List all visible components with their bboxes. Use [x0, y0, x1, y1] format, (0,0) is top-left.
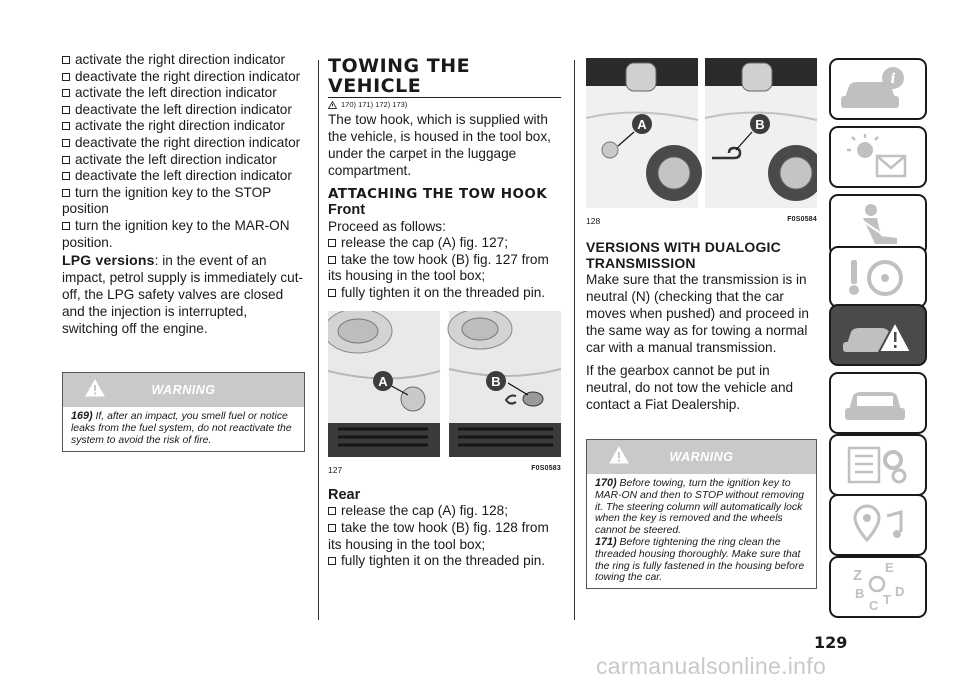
- side-tab-technical[interactable]: [829, 434, 927, 496]
- svg-text:D: D: [895, 584, 905, 599]
- step-item: deactivate the right direction indicator: [62, 69, 305, 86]
- figure-code: F0S0584: [787, 216, 817, 223]
- front-heading: Front: [328, 202, 366, 218]
- page-number: 129: [814, 633, 848, 652]
- checkbox-bullet-icon: [62, 56, 70, 64]
- svg-text:C: C: [869, 598, 879, 613]
- svg-text:E: E: [885, 560, 894, 575]
- checkbox-bullet-icon: [62, 122, 70, 130]
- dualogic-heading: VERSIONS WITH DUALOGIC TRANSMISSION: [586, 239, 781, 271]
- step-item: take the tow hook (B) fig. 128 from its housing in the tool box;: [328, 519, 549, 552]
- step-item: deactivate the right direction indicator: [62, 135, 305, 152]
- label-a: A: [637, 117, 647, 132]
- figure-127: [328, 311, 561, 475]
- column-divider: [318, 60, 319, 620]
- checkbox-bullet-icon: [62, 222, 70, 230]
- checkbox-bullet-icon: [328, 256, 336, 264]
- checkbox-bullet-icon: [62, 139, 70, 147]
- footer-watermark: carmanualsonline.info: [596, 653, 827, 679]
- checkbox-bullet-icon: [328, 289, 336, 297]
- warning-references: 170) 171) 172) 173): [328, 100, 561, 109]
- step-item: release the cap (A) fig. 128;: [328, 503, 561, 520]
- rear-step-list: [328, 503, 561, 569]
- warning-item: 169) If, after an impact, you smell fuel or notice leaks from the fuel system, do not reactivate the system to avoid the risk of fire.: [71, 410, 292, 446]
- side-tab-multimedia[interactable]: [829, 494, 927, 556]
- warning-triangle-small-icon: [328, 101, 337, 109]
- step-item: activate the right direction indicator: [62, 118, 305, 135]
- step-list-top: [62, 52, 305, 251]
- checkbox-bullet-icon: [62, 106, 70, 114]
- warning-title: WARNING: [669, 450, 734, 464]
- front-step-list: [328, 235, 561, 301]
- svg-text:i: i: [890, 71, 896, 87]
- steering-wheel-key-icon: [831, 248, 925, 306]
- warning-item: 171) Before tightening the ring clean the threaded housing thoroughly. Make sure that the ring is fully fastened in the housing before towing the car.: [595, 535, 805, 584]
- side-tab-car-info[interactable]: [829, 58, 927, 120]
- car-breakdown-warning-icon: [831, 306, 925, 364]
- alphabet-index-icon: [831, 558, 925, 616]
- lpg-label: LPG versions: [62, 252, 155, 269]
- section-title: TOWING THE VEHICLE: [328, 56, 561, 98]
- side-tab-lights-mail[interactable]: [829, 126, 927, 188]
- warning-header: [587, 440, 816, 474]
- column-right: [586, 58, 817, 589]
- figure-caption: [586, 213, 817, 226]
- dualogic-paragraph-2: If the gearbox cannot be put in neutral, do not tow the vehicle and contact a Fiat Dealership.: [586, 363, 794, 412]
- checkbox-bullet-icon: [328, 239, 336, 247]
- warning-title: WARNING: [151, 383, 216, 398]
- warning-box: [62, 372, 305, 451]
- step-item: activate the left direction indicator: [62, 85, 305, 102]
- warning-header: [63, 373, 304, 407]
- attach-heading: ATTACHING THE TOW HOOK: [328, 186, 548, 202]
- checkbox-bullet-icon: [328, 507, 336, 515]
- dualogic-paragraph-1: Make sure that the transmission is in neutral (N) (checking that the car moves when pushed) and proceed in the same way as for towing a normal car with a manual transmission.: [586, 272, 809, 355]
- side-tab-index[interactable]: [829, 556, 927, 618]
- side-tab-starting[interactable]: [829, 246, 927, 308]
- step-item: turn the ignition key to the STOP position: [62, 184, 271, 217]
- step-item: turn the ignition key to the MAR-ON position.: [62, 217, 290, 250]
- warning-item: 170) Before towing, turn the ignition key to MAR-ON and then to STOP without removing it. The steering column will automatically lock when the key is removed and the wheels cannot be steered.: [595, 477, 805, 537]
- label-b: B: [755, 117, 765, 132]
- warning-body: [587, 474, 816, 588]
- side-tab-emergency[interactable]: [829, 304, 927, 366]
- checkbox-bullet-icon: [62, 73, 70, 81]
- checkbox-bullet-icon: [62, 172, 70, 180]
- navigation-music-icon: [831, 496, 925, 554]
- label-a: A: [378, 374, 388, 390]
- step-item: release the cap (A) fig. 127;: [328, 235, 561, 252]
- column-divider: [574, 60, 575, 620]
- proceed-text: Proceed as follows:: [328, 219, 446, 234]
- column-left: [62, 52, 305, 452]
- car-info-icon: [831, 60, 925, 118]
- side-tab-maintenance[interactable]: [829, 372, 927, 434]
- checkbox-bullet-icon: [328, 557, 336, 565]
- step-item: fully tighten it on the threaded pin.: [328, 285, 561, 302]
- checkbox-bullet-icon: [328, 524, 336, 532]
- figure-number: 128: [586, 216, 601, 226]
- step-item: fully tighten it on the threaded pin.: [328, 553, 561, 570]
- lpg-paragraph: LPG versions: in the event of an impact, petrol supply is immediately cut-off, the LPG safety valves are closed and the injection is interrupted, switching off the engine.: [62, 252, 303, 337]
- figure-number: 127: [328, 465, 343, 476]
- column-middle: [328, 52, 561, 570]
- rear-tow-hook-illustration: [586, 58, 817, 208]
- figure-128: [586, 58, 817, 226]
- warning-body: [63, 407, 304, 450]
- checkbox-bullet-icon: [62, 189, 70, 197]
- step-item: deactivate the left direction indicator: [62, 168, 305, 185]
- step-item: activate the right direction indicator: [62, 52, 305, 69]
- checkbox-bullet-icon: [62, 156, 70, 164]
- svg-text:T: T: [883, 592, 891, 607]
- lights-mail-icon: [831, 128, 925, 186]
- label-b: B: [491, 374, 501, 390]
- list-gears-icon: [831, 436, 925, 494]
- figure-caption: [328, 462, 561, 475]
- front-tow-hook-illustration: [328, 311, 561, 457]
- step-item: deactivate the left direction indicator: [62, 102, 305, 119]
- car-maintenance-icon: [831, 374, 925, 432]
- step-item: take the tow hook (B) fig. 127 from its housing in the tool box;: [328, 251, 549, 284]
- figure-code: F0S0583: [531, 465, 561, 473]
- step-item: activate the left direction indicator: [62, 152, 305, 169]
- warning-box: [586, 439, 817, 589]
- checkbox-bullet-icon: [62, 89, 70, 97]
- intro-paragraph: The tow hook, which is supplied with the vehicle, is housed in the tool box, under the carpet in the luggage compartment.: [328, 112, 551, 178]
- svg-text:Z: Z: [853, 567, 863, 584]
- rear-heading: Rear: [328, 487, 361, 504]
- svg-text:B: B: [855, 586, 865, 601]
